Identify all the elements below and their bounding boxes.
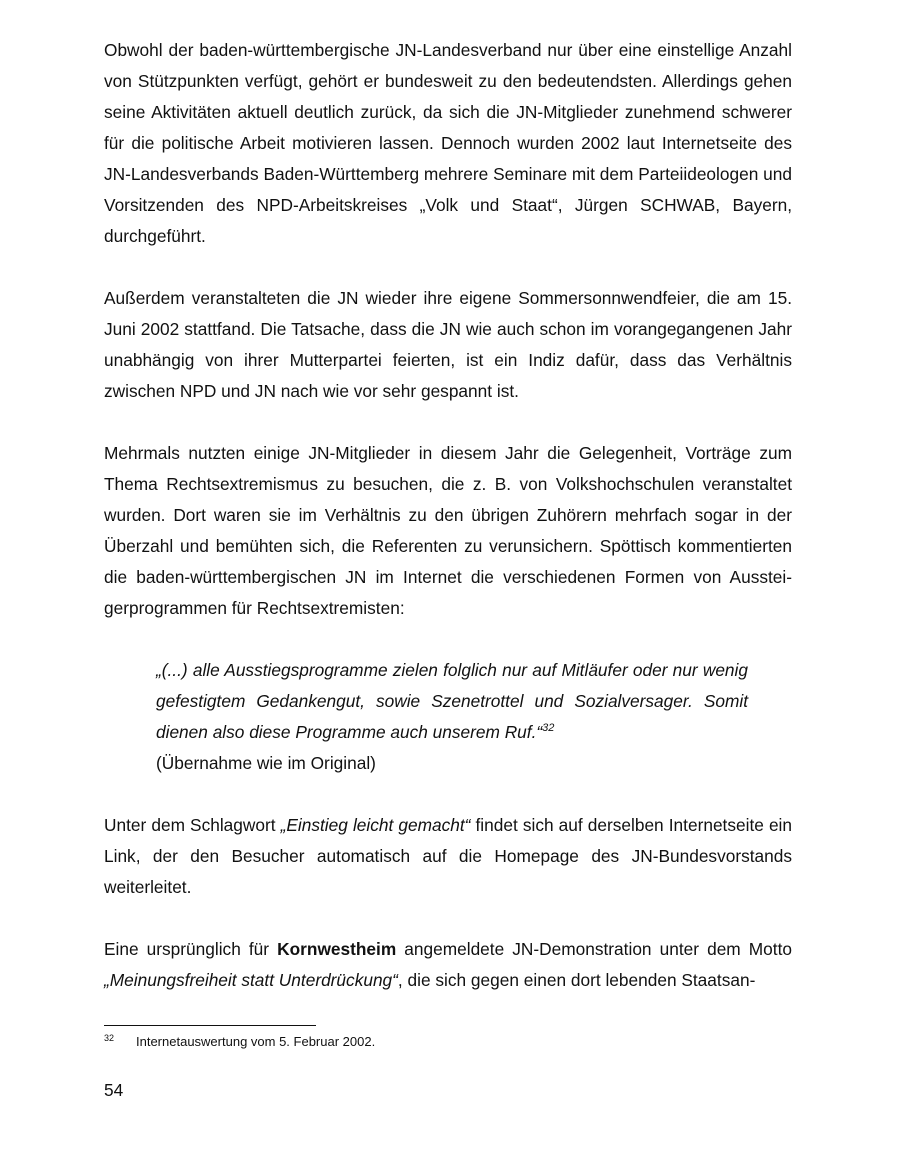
slogan-einstieg: „Einstieg leicht gemacht“: [280, 815, 471, 835]
paragraph-schlagwort-end: findet sich auf derselben Internetseite ein Link, der den Besucher automatisch auf die Homepage des JN-Bundesvorstands weiterleitet.: [104, 815, 792, 897]
page-number: 54: [104, 1080, 124, 1100]
paragraph-demonstration-middle: angemeldete JN-Demonstration unter dem Motto: [396, 939, 792, 959]
paragraph-demonstration: [104, 934, 792, 996]
quote-text: „(...) alle Ausstiegsprogramme zielen folglich nur auf Mitläufer oder nur wenig gefestigtem Gedankengut, sowie Szenetrottel und Sozialversager. Somit dienen also diese Programme auch unserem Ruf.“: [156, 660, 748, 742]
paragraph-schlagwort: [104, 810, 792, 903]
paragraph-vortraege: Mehrmals nutzten einige JN-Mitglieder in diesem Jahr die Gelegenheit, Vorträge zum Thema Rechtsextremismus zu besuchen, die z. B. von Volkshochschulen veranstaltet wurden. Dort waren sie im Verhältnis zu den übrigen Zuhörern mehrfach sogar in der Überzahl und bemühten sich, die Referenten zu verunsichern. Spöttisch kommentierten die baden-württembergischen JN im Internet die verschiedenen Formen von Aussteigerprogrammen für Rechtsextremisten:: [104, 443, 792, 618]
footnote-reference: 32: [542, 722, 555, 734]
block-quote: [156, 655, 748, 779]
quote-note: (Übernahme wie im Original): [156, 753, 376, 773]
footnote-text: Internetauswertung vom 5. Februar 2002.: [136, 1034, 376, 1049]
paragraph-sommersonnwendfeier: Außerdem veranstalteten die JN wieder ihre eigene Sommersonnwendfeier, die am 15. Juni 2002 stattfand. Die Tatsache, dass die JN wie auch schon im vorangegangenen Jahr unabhängig von ihrer Mutterpartei feierten, ist ein Indiz dafür, dass das Verhältnis zwischen NPD und JN nach wie vor sehr gespannt ist.: [104, 288, 792, 401]
footnote: 32 Internetauswertung vom 5. Februar 2002.: [104, 1033, 376, 1049]
place-kornwestheim: Kornwestheim: [277, 939, 397, 959]
footnote-separator: [104, 1025, 316, 1026]
paragraph-jn-landesverband: Obwohl der baden-württembergische JN-Landesverband nur über eine einstellige Anzahl von Stützpunkten verfügt, gehört er bundesweit zu den bedeutendsten. Allerdings gehen seine Aktivitäten aktuell deutlich zurück, da sich die JN-Mitglieder zunehmend schwerer für die politische Arbeit motivieren lassen. Dennoch wurden 2002 laut Internetseite des JN-Landesverbands Baden-Württemberg mehrere Seminare mit dem Parteiideologen und Vorsitzenden des NPD-Arbeitskreises „Volk und Staat“, Jürgen SCHWAB, Bayern, durchgeführt.: [104, 40, 792, 246]
page-body: [104, 35, 792, 996]
quote-paragraph: [156, 655, 748, 748]
motto-meinungsfreiheit: „Meinungsfreiheit statt Unterdrückung“: [104, 970, 398, 990]
paragraph-demonstration-start: Eine ursprünglich für: [104, 939, 278, 959]
paragraph-demonstration-end: , die sich gegen einen dort lebenden Staatsan-: [397, 970, 756, 990]
paragraph-schlagwort-start: Unter dem Schlagwort: [104, 815, 281, 835]
